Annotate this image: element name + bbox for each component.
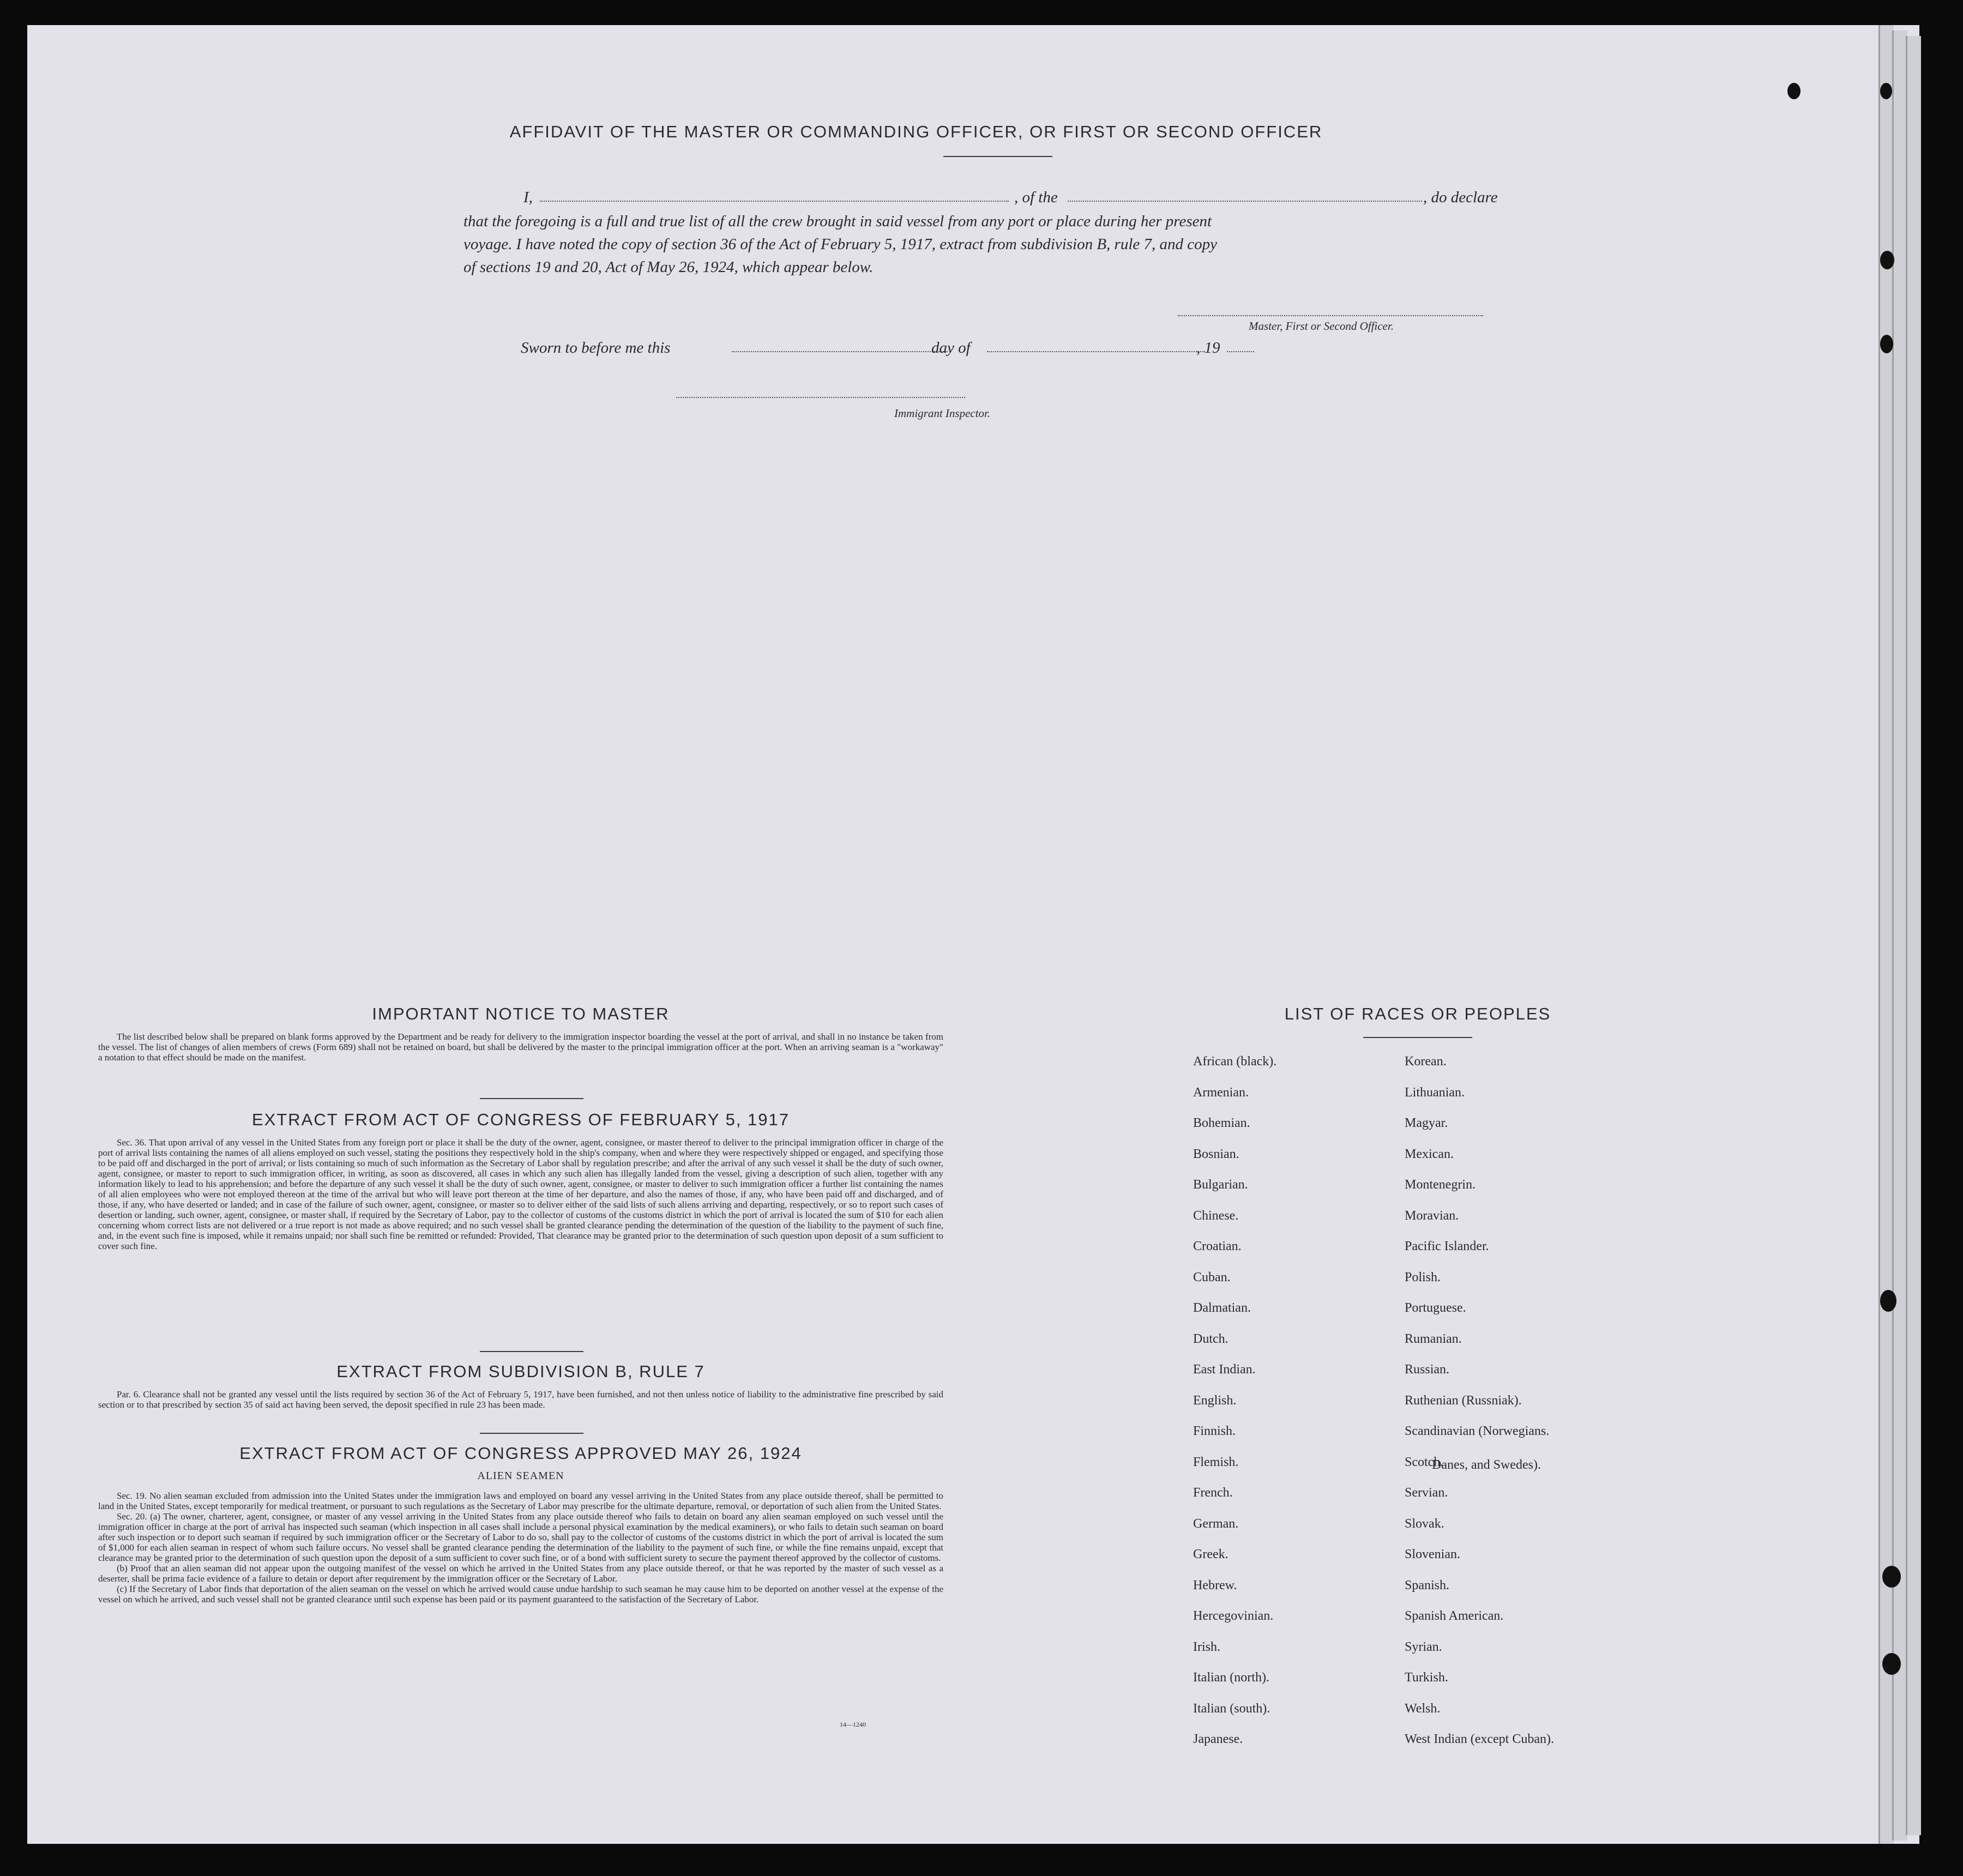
race-entry: African (black).	[1193, 1054, 1277, 1069]
race-entry: Greek.	[1193, 1547, 1229, 1561]
race-entry: Italian (south).	[1193, 1701, 1270, 1716]
race-entry: Magyar.	[1405, 1116, 1448, 1130]
race-entry: Syrian.	[1405, 1639, 1442, 1654]
race-entry: German.	[1193, 1516, 1239, 1531]
race-entry: Welsh.	[1405, 1701, 1441, 1716]
race-entry: Irish.	[1193, 1639, 1220, 1654]
race-entry: Scotch.	[1405, 1455, 1444, 1469]
race-entry: Slovak.	[1405, 1516, 1444, 1531]
sworn-month-line[interactable]	[987, 351, 1205, 352]
do-declare-label: , do declare	[1423, 189, 1498, 206]
race-entry: Bosnian.	[1193, 1147, 1239, 1161]
race-entry: Bulgarian.	[1193, 1178, 1248, 1192]
binder-hole	[1787, 83, 1801, 99]
master-signature-line[interactable]	[1178, 315, 1483, 316]
declarant-label: I,	[523, 189, 533, 206]
race-entry: Chinese.	[1193, 1208, 1239, 1223]
binder-hole	[1882, 1566, 1901, 1588]
vessel-name-line[interactable]	[1068, 201, 1422, 202]
race-entry: Mexican.	[1405, 1147, 1454, 1161]
section-rule	[480, 1098, 583, 1099]
race-entry: Dutch.	[1193, 1331, 1229, 1346]
race-entry: Dalmatian.	[1193, 1301, 1251, 1315]
sworn-year-line[interactable]	[1227, 351, 1254, 352]
race-entry: Slovenian.	[1405, 1547, 1460, 1561]
sworn-label: Sworn to before me this	[521, 339, 671, 357]
sec-20c-paragraph: (c) If the Secretary of Labor finds that deportation of the alien seaman on the vessel on which he arrived would cause undue hardship to such seaman he may cause him to be deported on another vessel at the expense of the vessel on which he arrived, and such vessel shall not be granted clearance until such expense has been paid or its payment guaranteed to the satisfaction of the Secretary of Labor.	[98, 1584, 943, 1604]
race-entry: English.	[1193, 1393, 1237, 1408]
declaration-line-3: voyage. I have noted the copy of section 36 of the Act of February 5, 1917, extract from subdivision B, rule 7, and copy	[463, 236, 1218, 253]
section-rule	[480, 1433, 583, 1434]
race-entry: Croatian.	[1193, 1239, 1242, 1253]
race-entry-continuation: Danes, and Swedes).	[1432, 1458, 1541, 1472]
race-entry: Moravian.	[1405, 1208, 1459, 1223]
race-entry: Servian.	[1405, 1486, 1448, 1500]
race-entry: Polish.	[1405, 1270, 1441, 1284]
rule7-title: EXTRACT FROM SUBDIVISION B, RULE 7	[336, 1362, 705, 1381]
race-entry: Ruthenian (Russniak).	[1405, 1393, 1522, 1408]
race-entry: Russian.	[1405, 1362, 1450, 1377]
binder-hole	[1882, 1653, 1901, 1675]
notice-body	[98, 1032, 943, 1063]
races-title: LIST OF RACES OR PEOPLES	[1284, 1004, 1551, 1023]
race-entry: East Indian.	[1193, 1362, 1256, 1377]
sec-19-paragraph: Sec. 19. No alien seaman excluded from admission into the United States under the immigration laws and employed on board any vessel arriving in the United States from any place outside thereof, shall be permitted to land in the United States, except temporarily for medical treatment, or pursuant to such regulations as the Secretary of Labor may prescribe for the ultimate departure, removal, or deportation of such alien from the United States.	[98, 1491, 943, 1511]
binder-hole	[1880, 83, 1892, 99]
alien-seamen-subtitle: ALIEN SEAMEN	[477, 1470, 564, 1482]
race-entry: Italian (north).	[1193, 1670, 1269, 1685]
race-entry: Finnish.	[1193, 1424, 1236, 1438]
notice-paragraph: The list described below shall be prepared on blank forms approved by the Department and be ready for delivery to the immigration inspector boarding the vessel at the port of arrival, and shall in no instance be taken from the vessel. The list of changes of alien members of crews (Form 689) shall not be retained on board, but shall be delivered by the master to the principal immigration officer at the port. When an arriving seaman is a "workaway" a notation to that effect should be made on the manifest.	[98, 1032, 943, 1063]
binder-hole	[1880, 251, 1894, 269]
race-entry: French.	[1193, 1486, 1233, 1500]
race-entry: Spanish American.	[1405, 1609, 1504, 1623]
race-entry: Turkish.	[1405, 1670, 1448, 1685]
binder-hole	[1880, 1290, 1896, 1312]
race-entry: Armenian.	[1193, 1085, 1249, 1100]
race-entry: Montenegrin.	[1405, 1178, 1476, 1192]
page-edge	[1906, 36, 1921, 1835]
race-entry: Lithuanian.	[1405, 1085, 1465, 1100]
sec-20b-paragraph: (b) Proof that an alien seaman did not appear upon the outgoing manifest of the vessel on which he arrived in the United States from any place outside thereof, or that he was reported by the master of such vessel as a deserter, shall be prima facie evidence of a failure to detain or deport after requirement by the immigration officer or the Secretary of Labor.	[98, 1563, 943, 1584]
inspector-signature-line[interactable]	[676, 397, 965, 398]
sworn-day-line[interactable]	[732, 351, 948, 352]
race-entry: Portuguese.	[1405, 1301, 1466, 1315]
race-entry: Bohemian.	[1193, 1116, 1250, 1130]
document-page	[27, 25, 1919, 1844]
par-6-paragraph: Par. 6. Clearance shall not be granted any vessel until the lists required by section 36 of the Act of February 5, 1917, have been furnished, and not then unless notice of liability to the administrative fine prescribed by said section or to that prescribed by section 35 of said act having been served, the deposit specified in rule 23 has been made.	[98, 1389, 943, 1410]
year-label: , 19	[1196, 339, 1220, 357]
inspector-caption: Immigrant Inspector.	[894, 407, 991, 420]
extract-1917-body	[98, 1137, 943, 1251]
affidavit-title: AFFIDAVIT OF THE MASTER OR COMMANDING OFFICER, OR FIRST OR SECOND OFFICER	[509, 122, 1323, 141]
extract-1917-title: EXTRACT FROM ACT OF CONGRESS OF FEBRUARY 5, 1917	[251, 1110, 790, 1129]
master-caption: Master, First or Second Officer.	[1249, 319, 1394, 333]
declaration-line-2: that the foregoing is a full and true list of all the crew brought in said vessel from any port or place during her present	[463, 213, 1212, 230]
section-36-paragraph: Sec. 36. That upon arrival of any vessel in the United States from any foreign port or place it shall be the duty of the owner, agent, consignee, or master thereof to deliver to the principal immigration officer in charge of the port of arrival lists containing the names of all aliens employed on such vessel, stating the positions they respectively hold in the ship's company, when and where they were respectively shipped or engaged, and specifying those to be paid off and discharged in the port of arrival; or lists containing so much of such information as the Secretary of Labor shall by regulation prescribe; and after the arrival of any such vessel it shall be the duty of such owner, agent, consignee, or master to report to such immigration officer, in writing, as soon as discovered, all cases in which any such alien has illegally landed from the vessel, giving a description of such alien, together with any information likely to lead to his apprehension; and before the departure of any such vessel it shall be the duty of such owner, agent, consignee, or master to deliver to such immigration officer a further list containing the names of all alien employees who were not employed thereon at the time of the arrival but who will leave port thereon at the time of her departure, and also the names of those, if any, who have been paid off and discharged, and of those, if any, who have deserted or landed; and in case of the failure of such owner, agent, consignee, or master so to deliver either of the said lists of such aliens arriving and departing, respectively, or so to report such cases of desertion or landing, such owner, agent, consignee, or master shall, if required by the Secretary of Labor, pay to the collector of customs of the customs district in which the port of arrival is located the sum of $10 for each alien concerning whom correct lists are not delivered or a true report is not made as above required; and no such vessel shall be granted clearance pending the determination of the question of the liability to the payment of such fine, and, in the event such fine is imposed, while it remains unpaid; nor shall such fine be remitted or refunded: Provided, That clearance may be granted prior to the determination of such question upon deposit of a sum sufficient to cover such fine.	[98, 1137, 943, 1251]
race-entry: Rumanian.	[1405, 1331, 1462, 1346]
race-entry: Japanese.	[1193, 1732, 1243, 1746]
day-of-label: day of	[931, 339, 971, 357]
races-rule	[1363, 1037, 1472, 1038]
race-entry: Cuban.	[1193, 1270, 1231, 1284]
sec-20a-paragraph: Sec. 20. (a) The owner, charterer, agent, consignee, or master of any vessel arriving in the United States from any place outside thereof who fails to detain on board any alien seaman employed on such vessel until the immigration officer in charge at the port of arrival has inspected such seaman (which inspection in all cases shall include a personal physical examination by the medical examiners), or who fails to detain such seaman on board after such inspection or to deport such seaman if required by such immigration officer or the Secretary of Labor to do so, shall pay to the collector of customs of the customs district in which the port of arrival is located the sum of $1,000 for each alien seaman in respect of whom such failure occurs. No vessel shall be granted clearance pending the determination of the liability to the payment of such fine, or while the fine remains unpaid, except that clearance may be granted prior to the determination of such question upon the deposit of a sum sufficient to cover such fine, or of a bond with sufficient surety to secure the payment thereof approved by the collector of customs.	[98, 1511, 943, 1563]
race-entry: Pacific Islander.	[1405, 1239, 1489, 1253]
race-entry: Korean.	[1405, 1054, 1447, 1069]
section-rule	[480, 1351, 583, 1352]
extract-1924-title: EXTRACT FROM ACT OF CONGRESS APPROVED MAY 26, 1924	[239, 1444, 802, 1463]
race-entry: West Indian (except Cuban).	[1405, 1732, 1554, 1746]
binder-hole	[1880, 335, 1893, 353]
race-entry: Spanish.	[1405, 1578, 1450, 1593]
race-entry: Hebrew.	[1193, 1578, 1237, 1593]
title-rule	[943, 156, 1052, 157]
declaration-line-4: of sections 19 and 20, Act of May 26, 1924, which appear below.	[463, 258, 874, 276]
rule7-body	[98, 1389, 943, 1410]
declarant-name-line[interactable]	[540, 201, 1009, 202]
form-number: 14—1240	[840, 1721, 866, 1728]
of-the-label: , of the	[1014, 189, 1058, 206]
extract-1924-body	[98, 1491, 943, 1604]
notice-title: IMPORTANT NOTICE TO MASTER	[372, 1004, 670, 1023]
race-entry: Hercegovinian.	[1193, 1609, 1274, 1623]
race-entry: Flemish.	[1193, 1455, 1239, 1469]
race-entry: Scandinavian (Norwegians.	[1405, 1424, 1550, 1438]
